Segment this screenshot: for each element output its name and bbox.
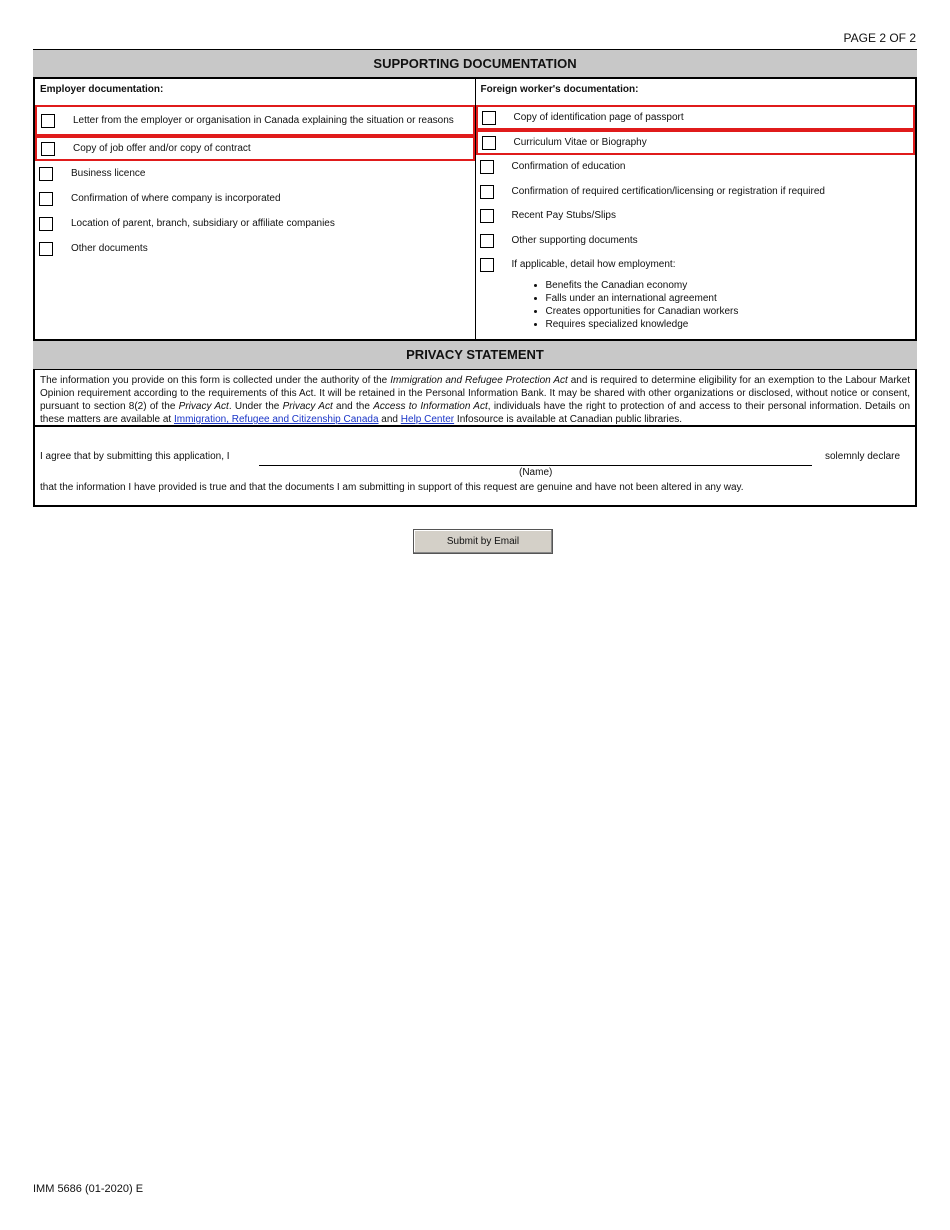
- documentation-table: [33, 77, 917, 341]
- doc-label: Confirmation of education: [511, 161, 626, 172]
- privacy-text: , individuals have the right to protection of and access to their personal information. Details on these matters are available at: [40, 401, 911, 425]
- privacy-text: and the: [332, 401, 374, 412]
- checkbox-passport[interactable]: [482, 111, 496, 125]
- employer-doc-row-letter[interactable]: [35, 105, 475, 136]
- checkbox-employer-letter[interactable]: [41, 114, 55, 128]
- name-caption: (Name): [519, 467, 553, 478]
- form-code: IMM 5686 (01-2020) E: [33, 1183, 144, 1195]
- privacy-text: . Under the: [228, 401, 283, 412]
- list-item: • Requires specialized knowledge: [546, 318, 739, 331]
- checkbox-certification[interactable]: [480, 185, 494, 199]
- checkbox-other-supporting[interactable]: [480, 234, 494, 248]
- worker-documentation-column: [476, 79, 916, 339]
- employer-doc-row-business-licence[interactable]: [35, 161, 475, 186]
- doc-label: Confirmation of required certification/licensing or registration if required: [511, 186, 825, 197]
- declaration-prefix: I agree that by submitting this application, I: [40, 451, 230, 462]
- checkbox-job-offer[interactable]: [41, 142, 55, 156]
- declaration-box: [33, 427, 917, 507]
- privacy-text: Infosource is available at Canadian public libraries.: [454, 414, 683, 425]
- privacy-text: and: [378, 414, 401, 425]
- ircc-link[interactable]: Immigration, Refugee and Citizenship Canada: [173, 414, 379, 425]
- employer-doc-row-job-offer[interactable]: [35, 136, 475, 161]
- list-item: • Falls under an international agreement: [546, 292, 739, 305]
- employer-documentation-heading: Employer documentation:: [40, 84, 164, 95]
- doc-label: Letter from the employer or organisation in Canada explaining the situation or reasons: [73, 115, 454, 126]
- act-name: Privacy Act: [282, 401, 333, 412]
- supporting-documentation-form: [33, 49, 917, 507]
- checkbox-business-licence[interactable]: [39, 167, 53, 181]
- doc-label: Copy of identification page of passport: [513, 112, 684, 123]
- employer-doc-row-incorporation[interactable]: [35, 186, 475, 211]
- doc-label: Other documents: [71, 243, 148, 254]
- act-name: Immigration and Refugee Protection Act: [390, 375, 568, 386]
- doc-label: Confirmation of where company is incorporated: [71, 193, 281, 204]
- privacy-statement-text: [33, 369, 917, 427]
- worker-doc-row-passport[interactable]: [476, 105, 916, 130]
- privacy-text: and is required to determine eligibility for an exemption to the Labour Market Opinion requirement according to the requirements of this Act. It will be retained in the Personal Information Bank. It may be shared with other organizations or disclosed, without notice or consent, pursuant to section 8(2) of the: [40, 375, 911, 412]
- checkbox-other-documents[interactable]: [39, 242, 53, 256]
- doc-label: Copy of job offer and/or copy of contract: [73, 143, 251, 154]
- employer-documentation-column: [35, 79, 476, 339]
- privacy-text: The information you provide on this form is collected under the authority of the: [40, 375, 391, 386]
- doc-label: Location of parent, branch, subsidiary or affiliate companies: [71, 218, 335, 229]
- employer-doc-row-other[interactable]: [35, 236, 475, 261]
- help-center-link[interactable]: Help Center: [400, 414, 455, 425]
- employment-benefits-list: [516, 279, 739, 331]
- doc-label: If applicable, detail how employment:: [511, 259, 676, 270]
- checkbox-pay-stubs[interactable]: [480, 209, 494, 223]
- act-name: Access to Information Act: [373, 401, 488, 412]
- worker-doc-row-employment-detail[interactable]: [476, 252, 916, 277]
- worker-doc-row-cv[interactable]: [476, 130, 916, 155]
- list-item: • Creates opportunities for Canadian workers: [546, 305, 739, 318]
- checkbox-education[interactable]: [480, 160, 494, 174]
- act-name: Privacy Act: [178, 401, 229, 412]
- declaration-suffix: solemnly declare: [825, 451, 901, 462]
- worker-doc-row-pay-stubs[interactable]: [476, 203, 916, 228]
- doc-label: Recent Pay Stubs/Slips: [511, 210, 616, 221]
- worker-doc-row-certification[interactable]: [476, 179, 916, 204]
- name-underline: [259, 464, 812, 466]
- employer-doc-row-affiliates[interactable]: [35, 211, 475, 236]
- checkbox-incorporation[interactable]: [39, 192, 53, 206]
- checkbox-cv[interactable]: [482, 136, 496, 150]
- checkbox-employment-detail[interactable]: [480, 258, 494, 272]
- doc-label: Other supporting documents: [511, 235, 638, 246]
- checkbox-affiliates[interactable]: [39, 217, 53, 231]
- worker-doc-row-education[interactable]: [476, 154, 916, 179]
- list-item: • Benefits the Canadian economy: [546, 279, 739, 292]
- supporting-documentation-header: SUPPORTING DOCUMENTATION: [33, 49, 917, 77]
- page-number: PAGE 2 OF 2: [843, 31, 916, 45]
- declaration-statement: that the information I have provided is true and that the documents I am submitting in support of this request are genuine and have not been altered in any way.: [40, 482, 744, 493]
- doc-label: Curriculum Vitae or Biography: [513, 137, 647, 148]
- doc-label: Business licence: [71, 168, 146, 179]
- privacy-statement-header: PRIVACY STATEMENT: [33, 341, 917, 369]
- worker-doc-row-other[interactable]: [476, 228, 916, 253]
- worker-documentation-heading: Foreign worker's documentation:: [480, 84, 639, 95]
- submit-by-email-button[interactable]: Submit by Email: [413, 529, 553, 554]
